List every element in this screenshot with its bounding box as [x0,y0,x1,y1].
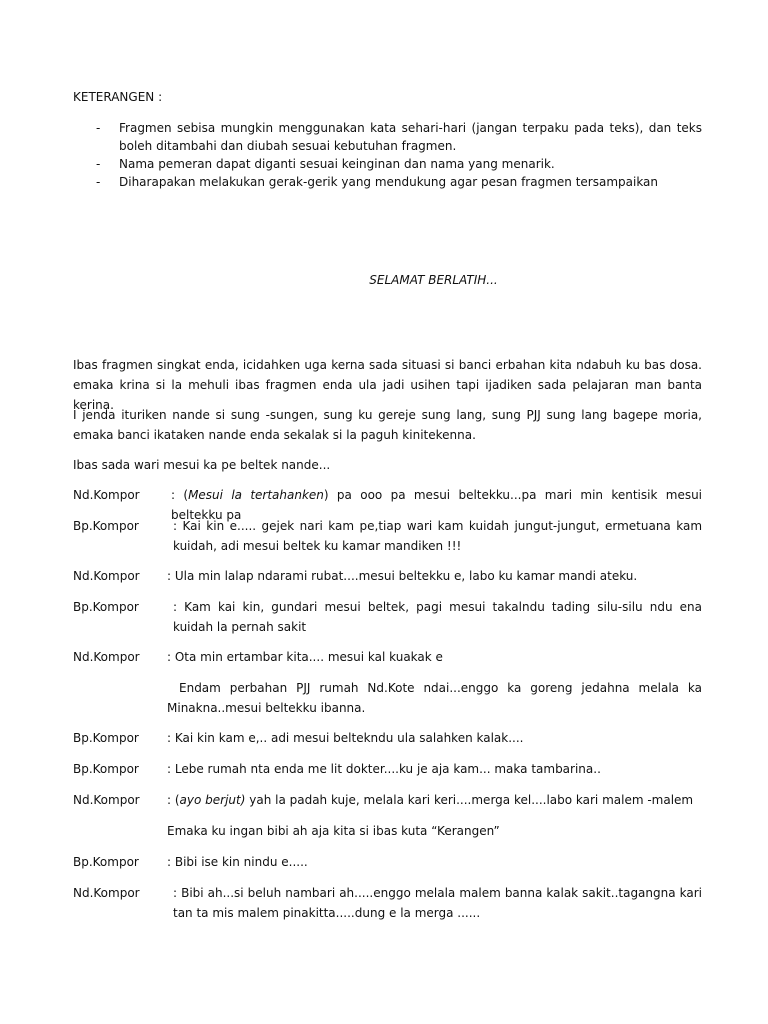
dialogue-body: Ota min ertambar kita.... mesui kal kuakak e [174,650,443,664]
dialogue-text [167,647,702,667]
closing-line: SELAMAT BERLATIH... [369,273,498,287]
bullet-dash: - [96,175,101,189]
stage-direction: ayo berjut) [179,793,246,807]
notes-item [73,173,702,191]
bullet-dash: - [96,157,101,171]
speaker-name: Nd.Kompor [73,886,140,900]
speaker-name: Bp.Kompor [73,519,139,533]
dialogue-line [73,852,702,872]
speaker-name: Bp.Kompor [73,762,139,776]
dialogue-colon: : [167,569,175,583]
dialogue-text [167,852,702,872]
dialogue-body: Kai kin e..... gejek nari kam pe,tiap wari kam kuidah jungut-jungut, ermetuana kam kuidah, adi mesui beltek ku kamar mandiken !!! [173,519,703,553]
intro-paragraph: Ibas fragmen singkat enda, icidahken uga kerna sada situasi si banci erbahan kita ndabuh ku bas dosa. emaka krina si la mehuli ibas fragmen enda ula jadi usihen tapi ijadiken sada pelajaran man banta kerina. [73,358,702,412]
dialogue-body: yah la padah kuje, melala kari keri....merga kel....labo kari malem -malem [245,793,694,807]
dialogue-body: Bibi ah...si beluh nambari ah.....enggo melala malem banna kalak sakit..tagangna kari tan ta mis malem pinakitta.....dung e la merga ...... [173,886,702,920]
bullet-dash: - [96,121,101,135]
dialogue-body: Kam kai kin, gundari mesui beltek, pagi mesui takalndu tading silu-silu ndu ena kuidah la pernah sakit [173,600,703,634]
dialogue-line [73,647,702,667]
speaker-name: Nd.Kompor [73,793,140,807]
dialogue-continuation: Emaka ku ingan bibi ah aja kita si ibas kuta “Kerangen” [167,824,500,838]
dialogue-colon: : [167,731,175,745]
speaker-name: Nd.Kompor [73,488,140,502]
notes-item [73,155,702,173]
dialogue-line [73,597,702,637]
dialogue-text [173,516,702,556]
notes-item-text: Nama pemeran dapat diganti sesuai keinginan dan nama yang menarik. [119,157,555,171]
notes-heading: KETERANGEN : [73,90,163,104]
dialogue-line [73,759,702,779]
dialogue-colon: : ( [171,488,189,502]
notes-item [73,119,702,155]
dialogue-text [167,566,702,586]
notes-item-text: Fragmen sebisa mungkin menggunakan kata sehari-hari (jangan terpaku pada teks), dan teks boleh ditambahi dan diubah sesuai kebutuhan fragmen. [119,121,702,153]
dialogue-body: Lebe rumah nta enda me lit dokter....ku je aja kam... maka tambarina.. [174,762,601,776]
speaker-name: Bp.Kompor [73,600,139,614]
dialogue-colon: : [167,650,175,664]
dialogue-text [173,883,702,923]
notes-item-text: Diharapakan melakukan gerak-gerik yang mendukung agar pesan fragmen tersampaikan [119,175,659,189]
dialogue-line [73,516,702,556]
dialogue-body: Kai kin kam e,.. adi mesui beltekndu ula salahken kalak.... [174,731,524,745]
dialogue-body: ) pa ooo pa mesui beltekku...pa mari min kentisik mesui beltekku pa [171,488,703,522]
dialogue-body: Bibi ise kin nindu e..... [174,855,308,869]
notes-list [73,119,702,191]
dialogue-colon: : ( [167,793,180,807]
dialogue-colon: : [173,600,185,614]
dialogue-colon: : [173,886,182,900]
dialogue-continuation: Endam perbahan PJJ rumah Nd.Kote ndai...enggo ka goreng jedahna melala ka Minakna..mesui beltekku ibanna. [167,681,702,715]
speaker-name: Nd.Kompor [73,650,140,664]
dialogue-line [73,728,702,748]
dialogue-colon: : [167,762,175,776]
speaker-name: Bp.Kompor [73,731,139,745]
intro-paragraph: Ibas sada wari mesui ka pe beltek nande... [73,458,331,472]
dialogue-colon: : [173,519,183,533]
speaker-name: Bp.Kompor [73,855,139,869]
dialogue-text [167,759,702,779]
dialogue-colon: : [167,855,175,869]
dialogue-text [167,790,702,810]
dialogue-line [73,790,702,810]
dialogue-text [173,597,702,637]
speaker-name: Nd.Kompor [73,569,140,583]
dialogue-line [73,883,702,923]
dialogue-line [73,566,702,586]
dialogue-body: Ula min lalap ndarami rubat....mesui beltekku e, labo ku kamar mandi ateku. [174,569,638,583]
dialogue-text [167,728,702,748]
intro-paragraph: I jenda ituriken nande si sung -sungen, sung ku gereje sung lang, sung PJJ sung lang bagepe moria, emaka banci ikataken nande enda sekalak si la paguh kinitekenna. [73,408,702,442]
stage-direction: Mesui la tertahanken [188,488,324,502]
